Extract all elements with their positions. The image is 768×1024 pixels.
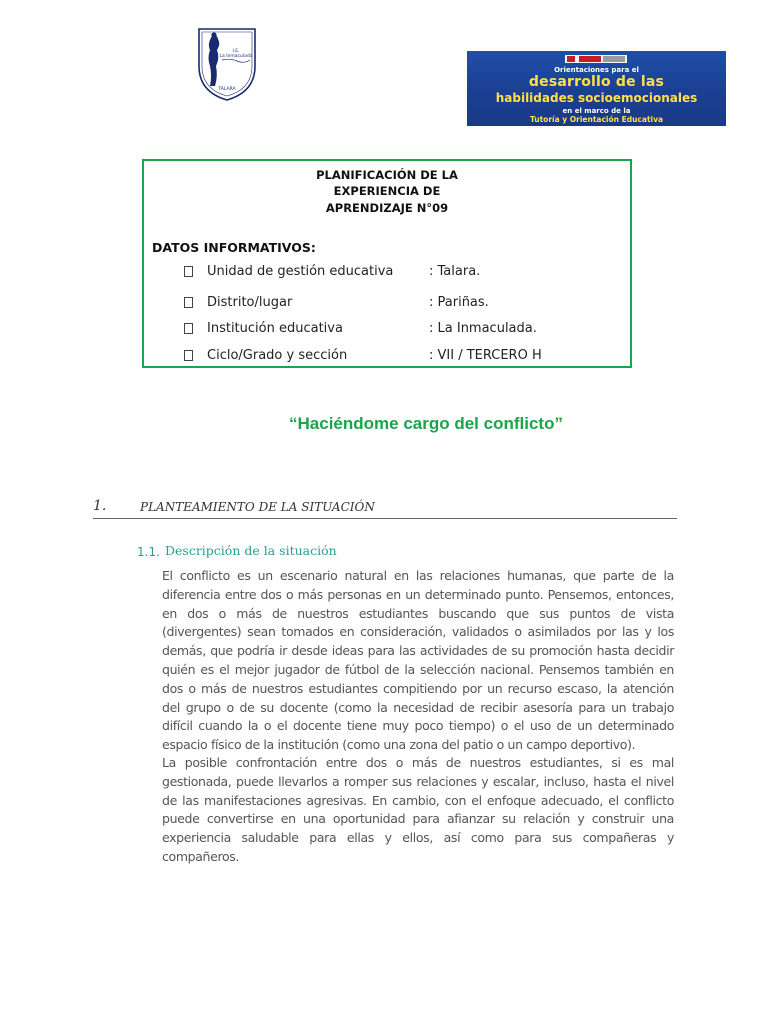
- info-label: Institución educativa: [207, 321, 343, 336]
- banner-line-2: desarrollo de las: [528, 74, 665, 90]
- experience-title: “Haciéndome cargo del conflicto”: [289, 414, 563, 433]
- info-value: : VII / TERCERO H: [429, 348, 542, 363]
- plan-title-line-3: APRENDIZAJE N°09: [325, 201, 449, 215]
- school-crest-logo: [196, 26, 258, 102]
- banner-line-4: en el marco de la: [562, 107, 631, 115]
- info-value: : La Inmaculada.: [429, 321, 537, 336]
- ministry-grey-block: [603, 56, 625, 62]
- info-value: : Talara.: [429, 264, 481, 279]
- datos-informativos-heading: DATOS INFORMATIVOS:: [152, 240, 316, 255]
- section-title: PLANTEAMIENTO DE LA SITUACIÓN: [140, 500, 375, 514]
- section-divider: [93, 518, 677, 519]
- info-label: Ciclo/Grado y sección: [207, 348, 348, 363]
- subsection-title: Descripción de la situación: [165, 543, 337, 558]
- socioemotional-skills-banner: [467, 51, 726, 126]
- info-value: : Pariñas.: [429, 295, 489, 310]
- subsection-number: 1.1.: [137, 545, 160, 559]
- situation-paragraph-2: La posible confrontación entre dos o más de nuestros estudiantes, si es mal gestionada, puede llevarlos a romper sus relaciones y escalar, incluso, hasta el nivel de las manifestaciones agresivas. En cambio, con el enfoque adecuado, el conflicto puede convertirse en una oportunidad para afianzar su relación y construir una experiencia saludable para ellas y ellos, así como para sus compañeras y compañeros.: [162, 755, 674, 864]
- crest-line-3: TALARA: [218, 87, 236, 92]
- peru-shield-icon: [567, 56, 575, 62]
- plan-title-line-1: PLANIFICACIÓN DE LA: [316, 168, 458, 182]
- section-number: 1.: [93, 498, 107, 514]
- info-label: Distrito/lugar: [207, 295, 293, 310]
- info-label: Unidad de gestión educativa: [207, 264, 394, 279]
- banner-line-3: habilidades socioemocionales: [495, 91, 698, 105]
- bullet-icon: [184, 323, 193, 334]
- banner-line-1: Orientaciones para el: [554, 66, 639, 74]
- banner-line-5: Tutoría y Orientación Educativa: [529, 115, 664, 124]
- bullet-icon: [184, 350, 193, 361]
- bullet-icon: [184, 297, 193, 308]
- situation-paragraph-1: El conflicto es un escenario natural en las relaciones humanas, que parte de la diferencia entre dos o más personas en un determinado punto. Pensemos, entonces, en dos o más de nuestros estudiantes buscando que sus puntos de vista (divergentes) sean tomados en consideración, validados o asimilados por las y los demás, que podría ir desde ideas para las actividades de su promoción hasta decidir quién es el mejor jugador de fútbol de la selección nacional. Pensemos también en dos o más de nuestros estudiantes compitiendo por un recurso escaso, la atención del grupo o de su docente (como la necesidad de recibir asesoría para un trabajo difícil cuando la o el docente tiene muy poco tiempo) o el uso de un determinado espacio físico de la institución (como una zona del patio o un campo deportivo).: [162, 568, 674, 753]
- crest-line-1: I.E.: [232, 49, 240, 54]
- ministry-red-block: [579, 56, 601, 62]
- bullet-icon: [184, 266, 193, 277]
- crest-line-2: La Inmaculada: [219, 54, 253, 59]
- informative-data-box: [142, 159, 632, 368]
- plan-title-line-2: EXPERIENCIA DE: [333, 184, 441, 198]
